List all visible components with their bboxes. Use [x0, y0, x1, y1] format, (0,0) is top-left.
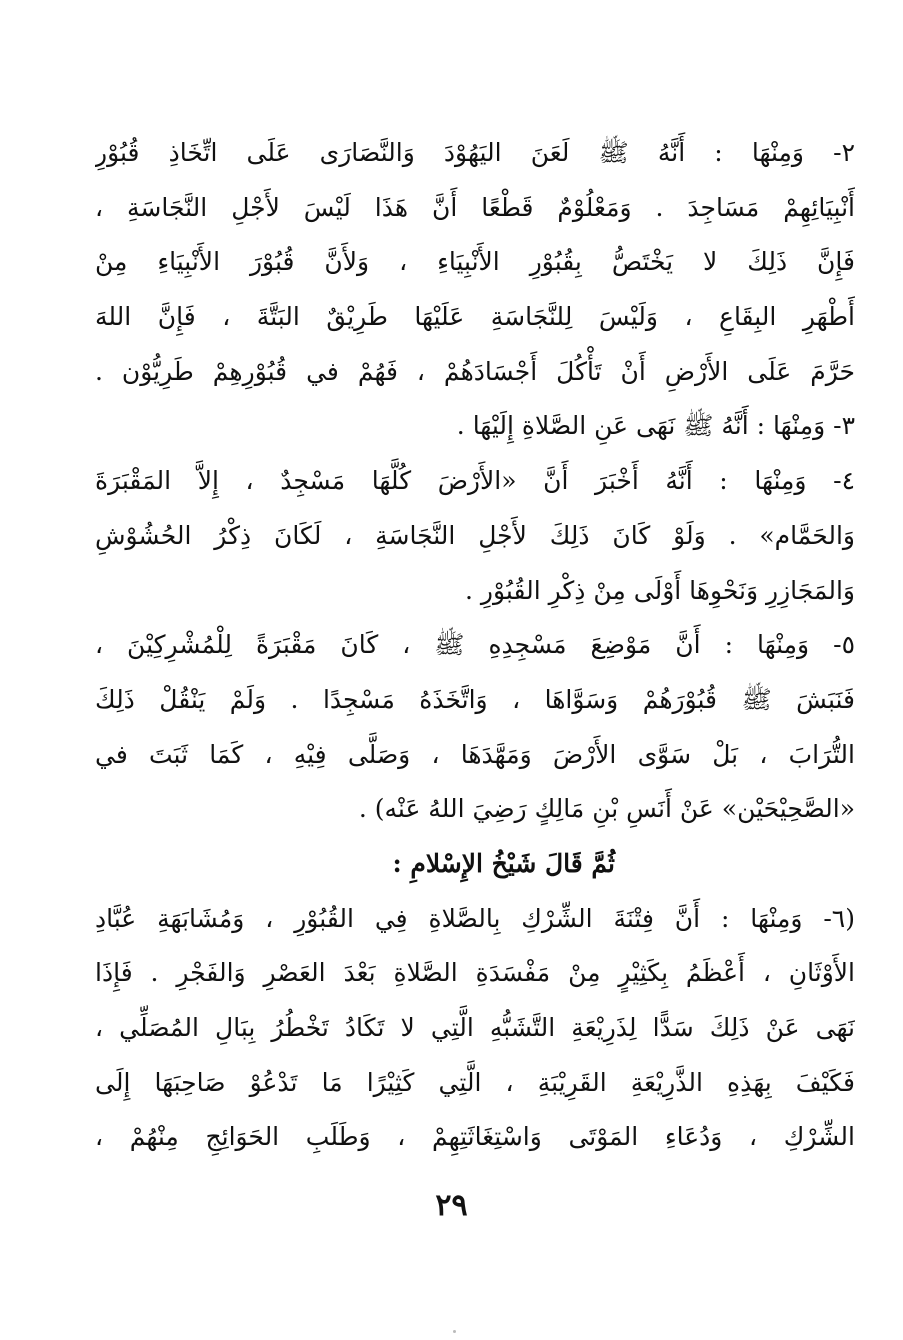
text-line: ٢- وَمِنْهَا : أَنَّهُ ﷺ لَعَنَ اليَهُوْدَ وَالنَّصَارَى عَلَى اتِّخَاذِ قُبُوْرِ	[95, 138, 855, 167]
text-line: فَكَيْفَ بِهَذِهِ الذَّرِيْعَةِ القَرِيْبَةِ ، الَّتِي كَثِيْرًا مَا تَدْعُوْ صَاحِبَهَا إِلَى	[95, 1067, 855, 1097]
text-line: فَإِنَّ ذَلِكَ لا يَخْتَصُّ بِقُبُوْرِ الأَنْبِيَاءِ ، وَلأَنَّ قُبُوْرَ الأَنْبِيَاءِ مِنْ	[95, 247, 855, 277]
text-line: التُّرَابَ ، بَلْ سَوَّى الأَرْضَ وَمَهَّدَهَا ، وَصَلَّى فِيْهِ ، كَمَا ثَبَتَ في	[95, 739, 855, 769]
text-line: أَنْبِيَائِهِمْ مَسَاجِدَ . وَمَعْلُوْمٌ قَطْعًا أَنَّ هَذَا لَيْسَ لأَجْلِ النَّجَاسَةِ ،	[95, 192, 855, 222]
text-line: الشِّرْكِ ، وَدُعَاءِ المَوْتَى وَاسْتِغَاثَتِهِمْ ، وَطَلَبِ الحَوَائِجِ مِنْهُمْ ،	[95, 1122, 855, 1152]
text-line: (٦- وَمِنْهَا : أَنَّ فِتْنَةَ الشِّرْكِ بِالصَّلاةِ فِي القُبُوْرِ ، وَمُشَابَهَةِ عُبَّادِ	[95, 903, 855, 933]
page-number: ٢٩	[435, 1188, 468, 1223]
text-line: حَرَّمَ عَلَى الأَرْضِ أَنْ تَأْكُلَ أَجْسَادَهُمْ ، فَهُمْ في قُبُوْرِهِمْ طَرِيُّوْن .	[95, 356, 855, 386]
text-line: «الصَّحِيْحَيْن» عَنْ أَنَسِ بْنِ مَالِكٍ رَضِيَ اللهُ عَنْه) .	[358, 794, 855, 824]
text-line: أَطْهَرِ البِقَاعِ ، وَلَيْسَ لِلنَّجَاسَةِ عَلَيْهَا طَرِيْقٌ البَتَّةَ ، فَإِنَّ اللهَ	[95, 302, 855, 332]
text-line: ٥- وَمِنْهَا : أَنَّ مَوْضِعَ مَسْجِدِهِ ﷺ ، كَانَ مَقْبَرَةً لِلْمُشْرِكِيْنَ ،	[95, 630, 855, 660]
text-line: فَنَبَشَ ﷺ قُبُوْرَهُمْ وَسَوَّاهَا ، وَاتَّخَذَهُ مَسْجِدًا . وَلَمْ يَنْقُلْ ذَلِكَ	[95, 684, 855, 714]
scan-speck	[453, 1330, 456, 1333]
body-text	[95, 126, 855, 1165]
text-line: الأَوْثَانِ ، أَعْظَمُ بِكَثِيْرٍ مِنْ مَفْسَدَةِ الصَّلاةِ بَعْدَ العَصْرِ وَالفَجْرِ . فَإِذَا	[95, 958, 855, 988]
text-line: ٤- وَمِنْهَا : أَنَّهُ أَخْبَرَ أَنَّ «الأَرْضَ كُلَّهَا مَسْجِدٌ ، إِلاَّ المَقْبَرَةَ	[95, 466, 855, 496]
text-line: وَالحَمَّام» . وَلَوْ كَانَ ذَلِكَ لأَجْلِ النَّجَاسَةِ ، لَكَانَ ذِكْرُ الحُشُوْشِ	[95, 520, 855, 550]
text-line: ٣- وَمِنْهَا : أَنَّهُ ﷺ نَهَى عَنِ الصَّلاةِ إِلَيْهَا .	[456, 411, 855, 441]
text-line: وَالمَجَازِرِ وَنَحْوِهَا أَوْلَى مِنْ ذِكْرِ القُبُوْرِ .	[465, 575, 855, 605]
section-heading: ثُمَّ قَالَ شَيْخُ الإِسْلامِ :	[392, 848, 615, 878]
text-line: نَهَى عَنْ ذَلِكَ سَدًّا لِذَرِيْعَةِ التَّشَبُّهِ الَّتِي لا تَكَادُ تَخْطُرُ بِبَالِ المُصَلِّي ،	[95, 1013, 855, 1042]
